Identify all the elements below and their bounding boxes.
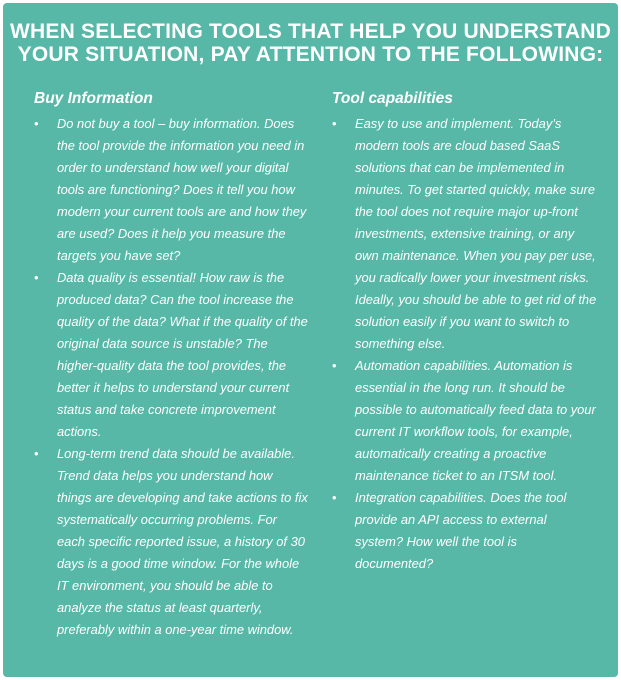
bullet-icon: • [34, 446, 39, 461]
list-item-text: Long-term trend data should be available. Trend data helps you understand how things are developing and take actions to fix systematically occurring problems. For each specific reported issue, a history of 30 days is a good time window. For the whole IT environment, you should be able to analyze the status at least quarterly, preferably within a one-year time window. [57, 446, 308, 637]
headline: WHEN SELECTING TOOLS THAT HELP YOU UNDERSTAND YOUR SITUATION, PAY ATTENTION TO THE FOLLOWING: [10, 20, 611, 66]
list-item [34, 113, 308, 267]
list-item [332, 487, 598, 575]
tool-capabilities-list [332, 113, 598, 575]
info-card [3, 3, 618, 677]
buy-information-title: Buy Information [34, 90, 153, 107]
list-item-text: Do not buy a tool – buy information. Does the tool provide the information you need in order to understand how well your digital tools are functioning? Does it tell you how modern your current tools are and how they are used? Does it help you measure the targets you have set? [57, 116, 307, 263]
tool-capabilities-title: Tool capabilities [332, 90, 453, 107]
list-item [332, 113, 598, 355]
list-item-text: Data quality is essential! How raw is the produced data? Can the tool increase the quality of the data? What if the quality of the original data source is unstable? The higher-quality data the tool provides, the better it helps to understand your current status and take concrete improvement actions. [57, 270, 308, 439]
bullet-icon: • [332, 358, 337, 373]
bullet-icon: • [332, 116, 337, 131]
buy-information-column [34, 89, 308, 641]
bullet-icon: • [34, 270, 39, 285]
list-item [34, 267, 308, 443]
list-item-text: Easy to use and implement. Today’s modern tools are cloud based SaaS solutions that can be implemented in minutes. To get started quickly, make sure the tool does not require major up-front investments, extensive training, or any own maintenance. When you pay per use, you radically lower your investment risks. Ideally, you should be able to get rid of the solution easily if you want to switch to something else. [355, 116, 597, 351]
bullet-icon: • [332, 490, 337, 505]
list-item-text: Automation capabilities. Automation is essential in the long run. It should be possible to automatically feed data to your current IT workflow tools, for example, automatically creating a proactive maintenance ticket to an ITSM tool. [355, 358, 596, 483]
tool-capabilities-column [332, 89, 598, 575]
list-item [332, 355, 598, 487]
list-item-text: Integration capabilities. Does the tool provide an API access to external system? How well the tool is documented? [355, 490, 567, 571]
buy-information-list [34, 113, 308, 641]
bullet-icon: • [34, 116, 39, 131]
list-item [34, 443, 308, 641]
